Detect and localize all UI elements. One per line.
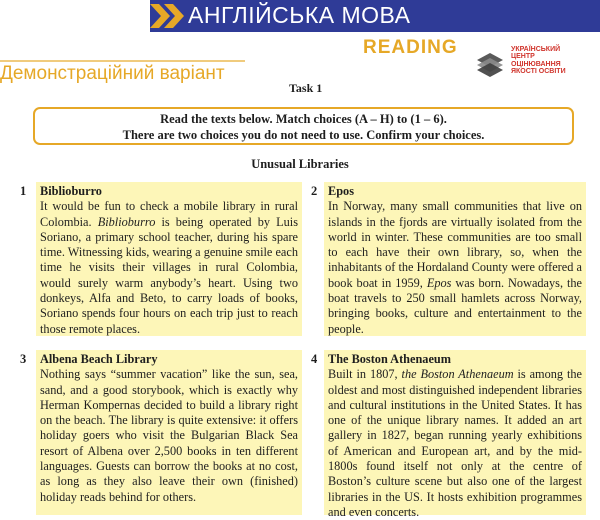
text-body-italic: Epos [426, 275, 452, 290]
text-card-albena [36, 350, 302, 515]
text-body: It would be fun to check a mobile library in rural Colombia. [40, 199, 298, 229]
logo-mark-icon [473, 48, 507, 78]
text-heading: Unusual Libraries [251, 157, 349, 171]
text-title: The Boston Athenaeum [328, 352, 451, 366]
text-number: 3 [20, 352, 27, 366]
instruction-line: There are two choices you do not need to use. Confirm your choices. [122, 128, 485, 142]
text-card-biblioburro [36, 182, 302, 336]
text-body: Nothing says “summer vacation” like the sun, sea, sand, and a good storybook, which is exactly why Herman Kompernas decided to build a library right on the beach. The library is quite extensive: it offers holiday goers who visit the Bulgarian Black Sea resort of Albena over 2,500 books in ten different languages. Guests can borrow the books at no cost, as long as they also leave their own (finished) holiday reads behind for others. [40, 367, 298, 504]
text-body: is among the oldest and most distinguished independent libraries and cultural institutions in the United States. It has one of the unique library names. It added an art gallery in 1827, began running yearly exhibitions of American and European art, and by the mid-1800s found itself not only at the centre of Boston’s culture scene but also one of the largest libraries in the US. It hosts exhibition programmes and even concerts. [328, 367, 582, 519]
text-body: Built in 1807, [328, 367, 402, 382]
instruction-box [33, 107, 574, 145]
double-chevron-icon [148, 2, 188, 30]
text-card-epos [324, 182, 586, 336]
variant-label: Демонстраційний варіант [0, 63, 225, 84]
logo-text: УКРАЇНСЬКИЙ ЦЕНТР ОЦІНЮВАННЯ ЯКОСТІ ОСВІТИ [511, 46, 566, 76]
task-title: Task 1 [289, 81, 323, 95]
instruction-line: Read the texts below. Match choices (A – H) to (1 – 6). [160, 112, 447, 126]
text-body-italic: the Boston Athenaeum [401, 367, 514, 382]
subject-title: АНГЛІЙСЬКА МОВА [188, 2, 411, 28]
text-card-athenaeum [324, 350, 586, 519]
text-body: was born. Nowadays, the boat travels to 250 small hamlets across Norway, bringing books, culture and entertainment to the people. [328, 275, 583, 336]
text-number: 4 [311, 352, 318, 366]
text-number: 1 [20, 184, 27, 198]
text-title: Biblioburro [40, 184, 102, 198]
text-number: 2 [311, 184, 318, 198]
text-body: is being operated by Luis Soriano, a primary school teacher, during his spare time. Witnessing kids, wearing a genuine smile each time he visits their villages in rural Colombia, would surely warm anybody’s heart. Using two donkeys, Alfa and Beto, to carry loads of books, Soriano spends four hours on each trip just to reach those remote places. [40, 214, 298, 336]
ucoqe-logo [473, 46, 600, 80]
text-title: Epos [328, 184, 354, 198]
text-body-italic: Biblioburro [97, 214, 156, 229]
divider [0, 60, 245, 62]
text-title: Albena Beach Library [40, 352, 158, 366]
section-label: READING [363, 37, 458, 58]
text-body: In Norway, many small communities that live on islands in the fjords are virtually isolated from the world in winter. These communities are too small to each have their own library, so, when the inhabitants of the Hordaland County were offered a book boat in 1959, [328, 199, 582, 290]
